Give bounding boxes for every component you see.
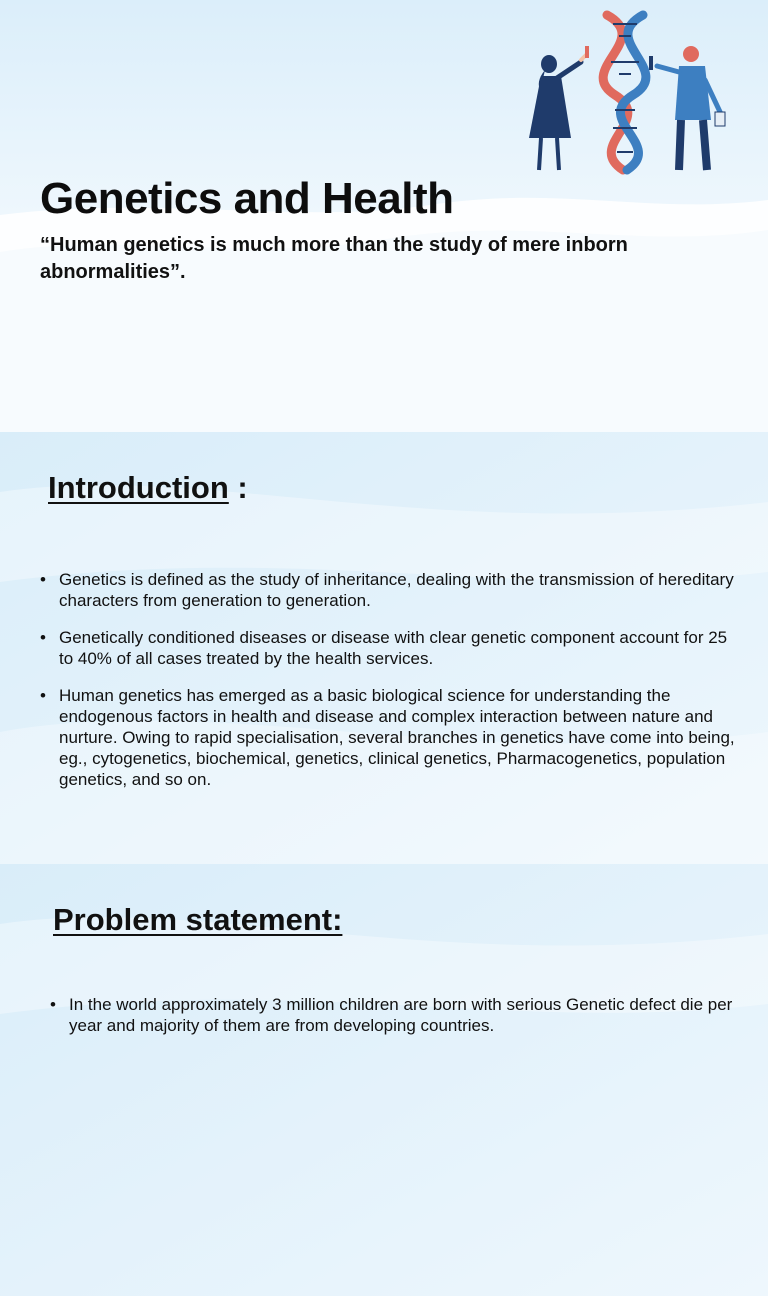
list-item: • Human genetics has emerged as a basic biological science for understanding the endogenous factors in health and disease and complex interaction between nature and nurture. Owing to rapid specialisation, several branches in genetics have come into being, eg., cytogenetics, biochemical, genetics, clinical genetics, Pharmacogenetics, population genetics, and so on. xyxy=(38,685,738,790)
dna-helix-icon xyxy=(603,15,646,170)
section-heading xyxy=(53,902,342,938)
list-item: • Genetically conditioned diseases or disease with clear genetic component account for 25 to 40% of all cases treated by the health services. xyxy=(38,627,738,669)
page-title: Genetics and Health xyxy=(40,174,454,223)
heading-text: Introduction xyxy=(48,470,229,505)
title-slide xyxy=(0,0,768,432)
dna-scientists-illustration xyxy=(515,10,735,175)
subtitle-quote: “Human genetics is much more than the study of mere inborn abnormalities”. xyxy=(40,234,628,283)
bullet-list xyxy=(48,994,748,1052)
bullet-list xyxy=(38,569,738,806)
introduction-slide xyxy=(0,432,768,864)
list-item: • Genetics is defined as the study of inheritance, dealing with the transmission of hereditary characters from generation to generation. xyxy=(38,569,738,611)
man-scientist-icon xyxy=(649,46,725,170)
section-heading xyxy=(48,470,248,506)
woman-scientist-icon xyxy=(529,46,589,170)
heading-suffix: : xyxy=(228,470,248,505)
problem-statement-slide xyxy=(0,864,768,1035)
list-item: • In the world approximately 3 million children are born with serious Genetic defect die per year and majority of them are from developing countries. xyxy=(48,994,748,1036)
heading-text: Problem statement: xyxy=(53,902,343,937)
